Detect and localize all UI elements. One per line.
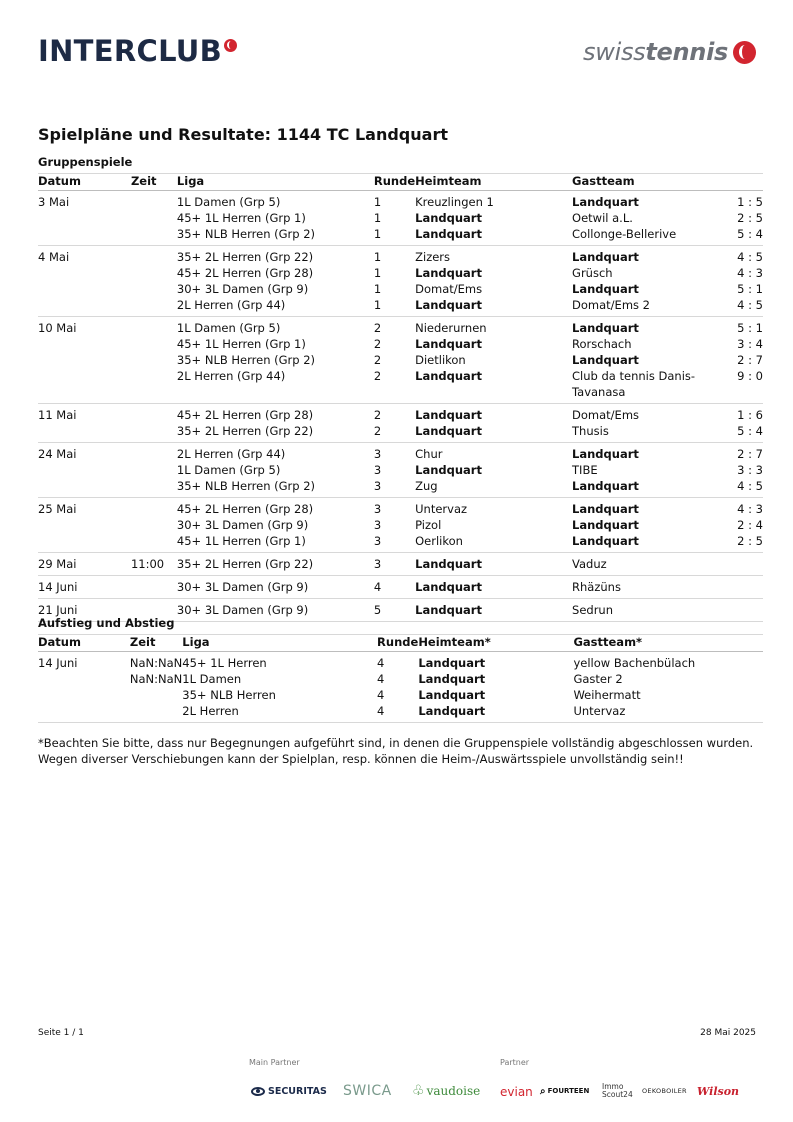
cell-liga: 45+ 2L Herren (Grp 28) bbox=[176, 408, 314, 422]
cell-zeit bbox=[131, 317, 177, 337]
cell-zeit bbox=[131, 352, 177, 368]
cell-zeit bbox=[131, 423, 177, 443]
cell-runde: 1 bbox=[373, 298, 382, 312]
cell-liga: 35+ 2L Herren (Grp 22) bbox=[176, 424, 314, 438]
date-group bbox=[38, 246, 763, 317]
cell-liga: 1L Damen (Grp 5) bbox=[176, 463, 281, 477]
cell-datum bbox=[38, 517, 131, 533]
cell-runde: 3 bbox=[373, 463, 382, 477]
cell-runde: 3 bbox=[373, 557, 382, 571]
cell-zeit bbox=[131, 404, 177, 424]
cell-result: 1 : 5 bbox=[737, 195, 763, 209]
table-row bbox=[38, 671, 763, 687]
cell-liga: 45+ 1L Herren (Grp 1) bbox=[176, 211, 306, 225]
cell-runde: 1 bbox=[373, 266, 382, 280]
table-row bbox=[38, 533, 763, 553]
cell-zeit bbox=[131, 533, 177, 553]
cell-datum bbox=[38, 478, 131, 498]
cell-runde: 1 bbox=[373, 227, 382, 241]
cell-gastteam: Domat/Ems 2 bbox=[572, 298, 650, 312]
securitas-logo-text: SECURITAS bbox=[268, 1085, 327, 1097]
swica-logo bbox=[343, 1083, 392, 1099]
cell-heimteam: Landquart bbox=[415, 211, 482, 225]
cell-runde: 3 bbox=[373, 518, 382, 532]
page-title: Spielpläne und Resultate: 1144 TC Landquart bbox=[38, 125, 448, 144]
cell-zeit bbox=[131, 576, 177, 599]
cell-heimteam: Zug bbox=[415, 479, 438, 493]
cell-result: 4 : 5 bbox=[737, 479, 763, 493]
cell-result: 5 : 1 bbox=[737, 321, 763, 335]
cell-gastteam: Landquart bbox=[572, 534, 639, 548]
col-header-heimteam: Heimteam* bbox=[418, 635, 491, 649]
swica-logo-text: SWICA bbox=[343, 1083, 392, 1099]
cell-heimteam: Landquart bbox=[415, 424, 482, 438]
cell-heimteam: Landquart bbox=[415, 580, 482, 594]
date-group bbox=[38, 498, 763, 553]
cell-liga: 2L Herren (Grp 44) bbox=[176, 369, 286, 383]
date-group bbox=[38, 191, 763, 246]
cell-gastteam: Club da tennis Danis-Tavanasa bbox=[572, 369, 696, 399]
securitas-logo bbox=[251, 1083, 327, 1099]
eye-icon bbox=[251, 1087, 265, 1096]
cell-gastteam: Landquart bbox=[572, 282, 639, 296]
vaudoise-logo-text: vaudoise bbox=[426, 1084, 481, 1098]
cell-gastteam: Untervaz bbox=[573, 704, 626, 718]
cell-heimteam: Landquart bbox=[418, 656, 486, 670]
cell-datum bbox=[38, 533, 131, 553]
tennis-ball-icon bbox=[224, 39, 237, 52]
cell-runde: 2 bbox=[373, 353, 382, 367]
section-title-gruppenspiele: Gruppenspiele bbox=[38, 155, 133, 169]
cell-result: 2 : 7 bbox=[737, 447, 763, 461]
cell-gastteam: Landquart bbox=[572, 518, 639, 532]
cell-heimteam: Landquart bbox=[415, 463, 482, 477]
cell-runde: 3 bbox=[373, 502, 382, 516]
cell-result bbox=[722, 576, 763, 599]
cell-liga: 30+ 3L Damen (Grp 9) bbox=[176, 603, 309, 617]
cell-runde: 2 bbox=[373, 337, 382, 351]
main-partner-label: Main Partner bbox=[249, 1058, 300, 1067]
cell-heimteam: Niederurnen bbox=[415, 321, 487, 335]
cell-heimteam: Chur bbox=[415, 447, 443, 461]
cell-datum: 3 Mai bbox=[38, 195, 70, 209]
cell-liga: 45+ 2L Herren (Grp 28) bbox=[176, 502, 314, 516]
table-row bbox=[38, 576, 763, 599]
cell-heimteam: Zizers bbox=[415, 250, 451, 264]
table-row bbox=[38, 703, 763, 723]
evian-logo bbox=[500, 1084, 533, 1100]
cell-runde: 5 bbox=[373, 603, 382, 617]
cell-runde: 2 bbox=[373, 321, 382, 335]
cell-result: 4 : 5 bbox=[737, 298, 763, 312]
cell-datum bbox=[38, 687, 130, 703]
cell-gastteam: Landquart bbox=[572, 447, 639, 461]
fourteen-logo bbox=[540, 1083, 589, 1099]
tennis-ball-icon bbox=[733, 41, 756, 64]
cell-datum bbox=[38, 265, 131, 281]
cell-heimteam: Landquart bbox=[415, 227, 482, 241]
cell-heimteam: Landquart bbox=[415, 603, 482, 617]
partner-bar bbox=[0, 1058, 793, 1118]
cell-gastteam: Landquart bbox=[572, 502, 639, 516]
cell-result: 4 : 3 bbox=[737, 266, 763, 280]
swisstennis-logo bbox=[583, 38, 756, 66]
date-group bbox=[38, 443, 763, 498]
gruppenspiele-table bbox=[38, 173, 763, 622]
cell-datum bbox=[38, 336, 131, 352]
date-group bbox=[38, 576, 763, 599]
cell-datum bbox=[38, 352, 131, 368]
col-header-runde: Runde bbox=[377, 635, 419, 649]
aufstieg-table bbox=[38, 634, 763, 723]
cell-zeit: NaN:NaN bbox=[129, 656, 183, 670]
date-group bbox=[38, 652, 763, 723]
col-header-zeit: Zeit bbox=[130, 174, 157, 188]
cell-runde: 4 bbox=[377, 688, 385, 702]
cell-liga: 30+ 3L Damen (Grp 9) bbox=[176, 282, 309, 296]
cell-datum bbox=[38, 226, 131, 246]
cell-datum bbox=[38, 281, 131, 297]
cell-liga: 2L Herren (Grp 44) bbox=[176, 447, 286, 461]
cell-runde: 4 bbox=[373, 580, 382, 594]
cell-liga: 35+ NLB Herren (Grp 2) bbox=[176, 353, 316, 367]
fourteen-logo-text: FOURTEEN bbox=[547, 1087, 590, 1095]
cell-liga: 35+ 2L Herren (Grp 22) bbox=[176, 557, 314, 571]
cell-liga: 45+ 1L Herren (Grp 1) bbox=[176, 534, 306, 548]
cell-zeit bbox=[131, 297, 177, 317]
cell-result: 1 : 6 bbox=[737, 408, 763, 422]
cell-runde: 2 bbox=[373, 424, 382, 438]
cell-result: 3 : 3 bbox=[737, 463, 763, 477]
cell-zeit bbox=[131, 336, 177, 352]
cell-zeit bbox=[131, 265, 177, 281]
table-row bbox=[38, 652, 763, 672]
cell-datum bbox=[38, 423, 131, 443]
cell-datum: 10 Mai bbox=[38, 321, 77, 335]
cell-result bbox=[722, 553, 763, 576]
cell-heimteam: Landquart bbox=[418, 704, 486, 718]
cell-zeit bbox=[131, 281, 177, 297]
cell-liga: 35+ NLB Herren (Grp 2) bbox=[176, 479, 316, 493]
cell-heimteam: Pizol bbox=[415, 518, 442, 532]
cell-runde: 3 bbox=[373, 479, 382, 493]
cell-runde: 1 bbox=[373, 211, 382, 225]
cell-heimteam: Landquart bbox=[418, 688, 486, 702]
cell-datum: 14 Juni bbox=[38, 580, 78, 594]
vaudoise-logo bbox=[412, 1083, 480, 1099]
cell-zeit bbox=[131, 517, 177, 533]
cell-liga: 35+ 2L Herren (Grp 22) bbox=[176, 250, 314, 264]
wilson-logo-text: Wilson bbox=[697, 1084, 740, 1098]
table-row bbox=[38, 368, 763, 404]
cell-datum: 29 Mai bbox=[38, 557, 77, 571]
col-header-runde: Runde bbox=[373, 174, 416, 188]
cell-result bbox=[723, 671, 763, 687]
cell-gastteam: TIBE bbox=[572, 463, 598, 477]
footnote bbox=[38, 735, 753, 767]
cell-datum: 14 Juni bbox=[38, 656, 78, 670]
cell-gastteam: Vaduz bbox=[572, 557, 607, 571]
cell-heimteam: Landquart bbox=[415, 266, 482, 280]
cell-heimteam: Dietlikon bbox=[415, 353, 466, 367]
table-row bbox=[38, 265, 763, 281]
table-header-row bbox=[38, 174, 763, 191]
cell-liga: 45+ 1L Herren (Grp 1) bbox=[176, 337, 306, 351]
partner-label: Partner bbox=[500, 1058, 530, 1067]
table-row bbox=[38, 478, 763, 498]
leaf-icon: ♧ bbox=[412, 1083, 425, 1099]
cell-result bbox=[723, 652, 763, 672]
table-row bbox=[38, 317, 763, 337]
cell-liga: 45+ 1L Herren bbox=[182, 656, 267, 670]
cell-liga: 1L Damen bbox=[182, 672, 242, 686]
cell-result: 3 : 4 bbox=[737, 337, 763, 351]
cell-runde: 4 bbox=[377, 656, 385, 670]
cell-result bbox=[723, 687, 763, 703]
col-header-result bbox=[722, 174, 763, 191]
cell-result bbox=[722, 599, 763, 622]
oekoboiler-logo-text: OEKOBOILER bbox=[642, 1087, 687, 1095]
cell-liga: 1L Damen (Grp 5) bbox=[176, 195, 281, 209]
cell-gastteam: Rorschach bbox=[572, 337, 632, 351]
immoscout-logo bbox=[602, 1080, 632, 1102]
cell-zeit bbox=[131, 226, 177, 246]
cell-gastteam: Oetwil a.L. bbox=[572, 211, 633, 225]
cell-gastteam: Thusis bbox=[572, 424, 609, 438]
cell-zeit bbox=[130, 703, 182, 723]
table-row bbox=[38, 210, 763, 226]
cell-result: 5 : 4 bbox=[737, 227, 763, 241]
cell-gastteam: Landquart bbox=[572, 479, 639, 493]
cell-runde: 2 bbox=[373, 408, 382, 422]
cell-datum: 24 Mai bbox=[38, 447, 77, 461]
print-date: 28 Mai 2025 bbox=[700, 1028, 756, 1038]
table-header-row bbox=[38, 635, 763, 652]
table-row bbox=[38, 336, 763, 352]
cell-gastteam: Landquart bbox=[572, 353, 639, 367]
cell-gastteam: Rhäzüns bbox=[572, 580, 621, 594]
cell-heimteam: Landquart bbox=[415, 408, 482, 422]
col-header-liga: Liga bbox=[176, 174, 205, 188]
cell-datum: 4 Mai bbox=[38, 250, 70, 264]
cell-zeit bbox=[130, 687, 182, 703]
table-row bbox=[38, 443, 763, 463]
table-row bbox=[38, 246, 763, 266]
cell-liga: 2L Herren (Grp 44) bbox=[176, 298, 286, 312]
cell-result: 5 : 4 bbox=[737, 424, 763, 438]
cell-liga: 1L Damen (Grp 5) bbox=[176, 321, 281, 335]
cell-liga: 2L Herren bbox=[182, 704, 239, 718]
col-header-zeit: Zeit bbox=[129, 635, 156, 649]
cell-result: 2 : 7 bbox=[737, 353, 763, 367]
cell-datum bbox=[38, 671, 130, 687]
cell-heimteam: Kreuzlingen 1 bbox=[415, 195, 494, 209]
cell-runde: 2 bbox=[373, 369, 382, 383]
cell-zeit: 11:00 bbox=[130, 557, 165, 571]
fourteen-icon: ⌕ bbox=[540, 1085, 546, 1097]
cell-zeit bbox=[131, 210, 177, 226]
table-row bbox=[38, 687, 763, 703]
cell-gastteam: yellow Bachenbülach bbox=[573, 656, 696, 670]
cell-result: 4 : 5 bbox=[737, 250, 763, 264]
cell-gastteam: Landquart bbox=[572, 195, 639, 209]
cell-liga: 30+ 3L Damen (Grp 9) bbox=[176, 518, 309, 532]
cell-zeit bbox=[131, 462, 177, 478]
cell-runde: 3 bbox=[373, 534, 382, 548]
cell-gastteam: Gaster 2 bbox=[573, 672, 623, 686]
cell-datum bbox=[38, 210, 131, 226]
cell-heimteam: Oerlikon bbox=[415, 534, 463, 548]
cell-heimteam: Landquart bbox=[415, 369, 482, 383]
cell-zeit bbox=[131, 443, 177, 463]
cell-gastteam: Collonge-Bellerive bbox=[572, 227, 677, 241]
col-header-heimteam: Heimteam bbox=[415, 174, 482, 188]
cell-runde: 1 bbox=[373, 282, 382, 296]
cell-result: 5 : 1 bbox=[737, 282, 763, 296]
cell-zeit bbox=[131, 478, 177, 498]
cell-gastteam: Sedrun bbox=[572, 603, 614, 617]
cell-gastteam: Grüsch bbox=[572, 266, 613, 280]
cell-zeit bbox=[131, 368, 177, 404]
cell-liga: 30+ 3L Damen (Grp 9) bbox=[176, 580, 309, 594]
cell-gastteam: Weihermatt bbox=[573, 688, 641, 702]
cell-heimteam: Landquart bbox=[418, 672, 486, 686]
page-number: Seite 1 / 1 bbox=[38, 1028, 84, 1038]
swisstennis-logo-text-1: swiss bbox=[583, 38, 646, 66]
interclub-logo bbox=[38, 34, 237, 68]
cell-liga: 35+ NLB Herren bbox=[182, 688, 276, 702]
immoscout-logo-text: Immo Scout24 bbox=[602, 1082, 633, 1099]
page-header bbox=[38, 34, 756, 74]
footnote-line-2: Wegen diverser Verschiebungen kann der Spielplan, resp. können die Heim-/Auswärtsspiele unvollständig sein!! bbox=[38, 752, 684, 766]
cell-zeit bbox=[131, 191, 177, 211]
table-row bbox=[38, 404, 763, 424]
cell-heimteam: Landquart bbox=[415, 557, 482, 571]
col-header-result bbox=[723, 635, 763, 652]
cell-datum bbox=[38, 297, 131, 317]
swisstennis-logo-text-2: tennis bbox=[645, 38, 728, 66]
cell-gastteam: Landquart bbox=[572, 250, 639, 264]
wilson-logo bbox=[697, 1083, 739, 1099]
date-group bbox=[38, 404, 763, 443]
cell-gastteam: Landquart bbox=[572, 321, 639, 335]
table-row bbox=[38, 226, 763, 246]
table-row bbox=[38, 297, 763, 317]
col-header-datum: Datum bbox=[38, 635, 81, 649]
cell-heimteam: Untervaz bbox=[415, 502, 468, 516]
col-header-gastteam: Gastteam* bbox=[573, 635, 643, 649]
cell-result: 2 : 4 bbox=[737, 518, 763, 532]
cell-gastteam: Domat/Ems bbox=[572, 408, 640, 422]
cell-heimteam: Landquart bbox=[415, 298, 482, 312]
table-row bbox=[38, 517, 763, 533]
cell-heimteam: Domat/Ems bbox=[415, 282, 483, 296]
cell-datum bbox=[38, 368, 131, 404]
cell-result: 4 : 3 bbox=[737, 502, 763, 516]
table-row bbox=[38, 352, 763, 368]
cell-runde: 1 bbox=[373, 250, 382, 264]
cell-zeit: NaN:NaN bbox=[129, 672, 183, 686]
cell-result: 9 : 0 bbox=[737, 369, 763, 383]
table-row bbox=[38, 462, 763, 478]
table-row bbox=[38, 553, 763, 576]
table-row bbox=[38, 423, 763, 443]
date-group bbox=[38, 553, 763, 576]
evian-logo-text: evian bbox=[500, 1085, 533, 1099]
cell-datum: 21 Juni bbox=[38, 603, 78, 617]
cell-result bbox=[723, 703, 763, 723]
cell-datum bbox=[38, 462, 131, 478]
cell-liga: 45+ 2L Herren (Grp 28) bbox=[176, 266, 314, 280]
cell-runde: 1 bbox=[373, 195, 382, 209]
table-row bbox=[38, 191, 763, 211]
cell-runde: 4 bbox=[377, 672, 385, 686]
cell-result: 2 : 5 bbox=[737, 211, 763, 225]
footnote-line-1: *Beachten Sie bitte, dass nur Begegnungen aufgeführt sind, in denen die Gruppenspiele vollständig abgeschlossen wurden. bbox=[38, 736, 754, 750]
cell-result: 2 : 5 bbox=[737, 534, 763, 548]
col-header-datum: Datum bbox=[38, 174, 81, 188]
section-title-aufstieg: Aufstieg und Abstieg bbox=[38, 616, 175, 630]
table-row bbox=[38, 281, 763, 297]
oekoboiler-logo bbox=[642, 1083, 687, 1099]
cell-datum: 11 Mai bbox=[38, 408, 77, 422]
interclub-logo-text: INTERCLUB bbox=[38, 34, 223, 68]
cell-runde: 4 bbox=[377, 704, 385, 718]
cell-zeit bbox=[131, 498, 177, 518]
cell-zeit bbox=[131, 246, 177, 266]
col-header-liga: Liga bbox=[182, 635, 210, 649]
cell-runde: 3 bbox=[373, 447, 382, 461]
table-row bbox=[38, 498, 763, 518]
date-group bbox=[38, 317, 763, 404]
cell-datum: 25 Mai bbox=[38, 502, 77, 516]
cell-datum bbox=[38, 703, 130, 723]
cell-heimteam: Landquart bbox=[415, 337, 482, 351]
col-header-gastteam: Gastteam bbox=[572, 174, 635, 188]
cell-liga: 35+ NLB Herren (Grp 2) bbox=[176, 227, 316, 241]
